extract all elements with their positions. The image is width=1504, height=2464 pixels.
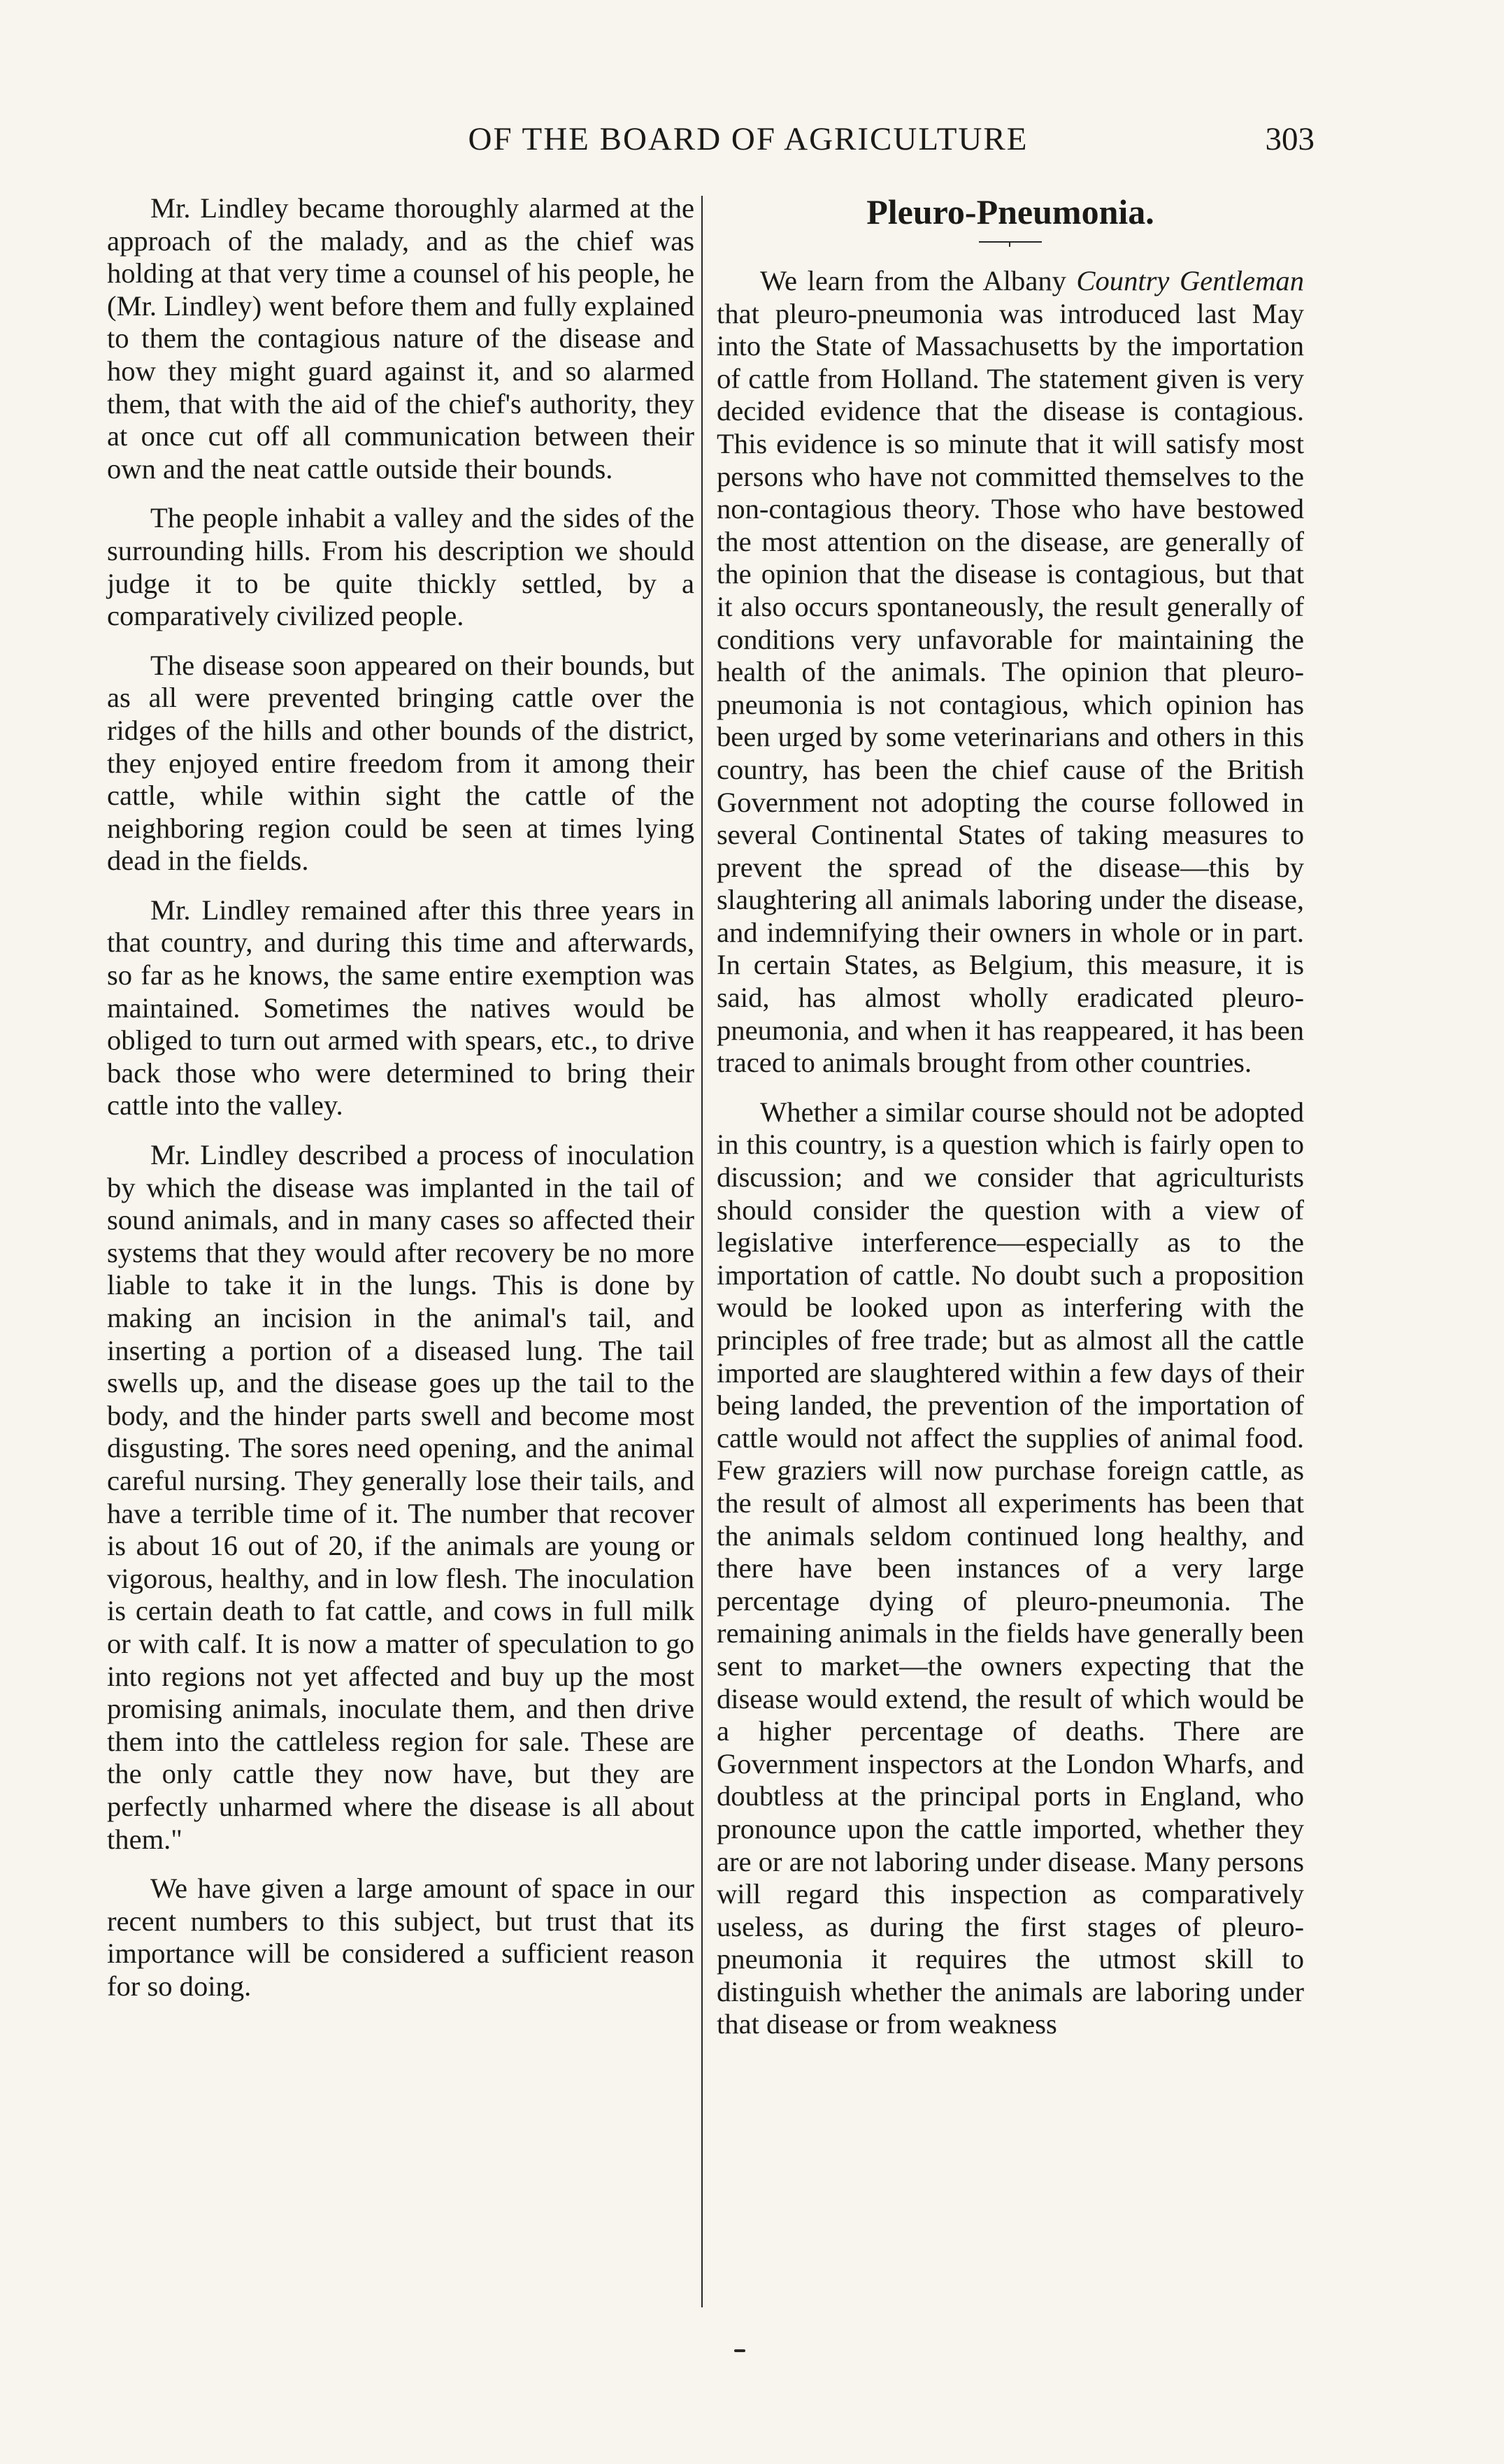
page-number: 303 (1265, 121, 1315, 157)
paragraph: We have given a large amount of space in our recent numbers to this subject, but trust that its importance will be considered a sufficient reason for so doing. (107, 1872, 694, 2002)
page-header (105, 120, 1315, 169)
column-divider (701, 196, 703, 2307)
paragraph (717, 265, 1304, 1080)
publication-name: Country Gentleman (1076, 265, 1304, 296)
paragraph: Mr. Lindley described a process of inoculation by which the disease was implanted in the tail of sound animals, and in many cases so affected their systems that they would after recovery be no more liable to take it in the lungs. This is done by making an incision in the animal's tail, and inserting a portion of a diseased lung. The tail swells up, and the disease goes up the tail to the body, and the hinder parts swell and become most disgusting. The sores need opening, and the animal careful nursing. They generally lose their tails, and have a terrible time of it. The number that recover is about 16 out of 20, if the animals are young or vigorous, healthy, and in low flesh. The inoculation is certain death to fat cattle, and cows in full milk or with calf. It is now a matter of speculation to go into regions not yet affected and buy up the most promising animals, inoculate them, and then drive them into the cattleless region for sale. These are the only cattle they now have, but they are perfectly unharmed where the disease is all about them." (107, 1139, 694, 1855)
paragraph: The people inhabit a valley and the sides of the surrounding hills. From his description we should judge it to be quite thickly settled, by a comparatively civilized people. (107, 502, 694, 632)
printer-mark (734, 2349, 745, 2352)
section-title: Pleuro-Pneumonia. (866, 192, 1154, 231)
left-column (107, 192, 694, 2019)
paragraph: The disease soon appeared on their bounds, but as all were prevented bringing cattle over the ridges of the hills and other bounds of the district, they enjoyed entire freedom from it among their cattle, while within sight the cattle of the neighboring region could be seen at times lying dead in the fields. (107, 649, 694, 877)
running-head: OF THE BOARD OF AGRICULTURE (468, 121, 1029, 157)
paragraph: Mr. Lindley became thoroughly alarmed at the approach of the malady, and as the chief was holding at that very time a counsel of his people, he (Mr. Lindley) went before them and fully explained to them the contagious nature of the disease and how they might guard against it, and so alarmed them, that with the aid of the chief's authority, they at once cut off all communication between their own and the neat cattle outside their bounds. (107, 192, 694, 485)
paragraph-rest: that pleuro-pneumonia was introduced last May into the State of Massachusetts by the importation of cattle from Holland. The statement given is very decided evidence that the disease is contagious. This evidence is so minute that it will satisfy most persons who have not committed themselves to the non-contagious theory. Those who have bestowed the most attention on the disease, are generally of the opinion that the disease is contagious, but that it also occurs spontaneously, the result generally of conditions very unfavorable for maintaining the health of the animals. The opinion that pleuro-pneumonia is not contagious, which opinion has been urged by some veterinarians and others in this country, has been the chief cause of the British Government not adopting the course followed in several Continental States of taking measures to prevent the spread of the disease—this by slaughtering all animals laboring under the disease, and indemnifying their owners in whole or in part. In certain States, as Belgium, this measure, it is said, has almost wholly eradicated pleuro-pneumonia, and when it has reappeared, it has been traced to animals brought from other countries. (717, 297, 1304, 1079)
title-ornament (979, 241, 1042, 247)
paragraph-start: We learn from the Albany (760, 265, 1077, 296)
right-column (717, 192, 1304, 2058)
paragraph: Mr. Lindley remained after this three years in that country, and during this time and afterwards, so far as he knows, the same entire exemption was maintained. Sometimes the natives would be obliged to turn out armed with spears, etc., to drive back those who were determined to bring their cattle into the valley. (107, 894, 694, 1122)
paragraph: Whether a similar course should not be adopted in this country, is a question which is fairly open to discussion; and we consider that agriculturists should consider the question with a view of legislative interference—especially as to the importation of cattle. No doubt such a proposition would be looked upon as interfering with the principles of free trade; but as almost all the cattle imported are slaughtered within a few days of their being landed, the prevention of the importation of cattle would not affect the supplies of animal food. Few graziers will now purchase foreign cattle, as the result of almost all experiments has been that the animals seldom continued long healthy, and there have been instances of a very large percentage dying of pleuro-pneumonia. The remaining animals in the fields have generally been sent to market—the owners expecting that the disease would extend, the result of which would be a higher percentage of deaths. There are Government inspectors at the London Wharfs, and doubtless at the principal ports in England, who pronounce upon the cattle imported, whether they are or are not laboring under disease. Many persons will regard this inspection as comparatively useless, as during the first stages of pleuro-pneumonia it requires the utmost skill to distinguish whether the animals are laboring under that disease or from weakness (717, 1096, 1304, 2040)
